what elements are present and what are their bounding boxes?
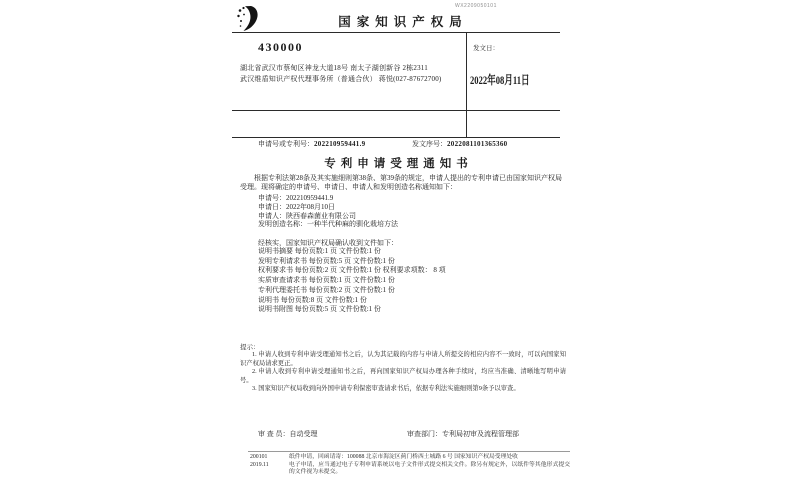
received-item: 发明专利请求书 每份页数:5 页 文件份数:1 份 (258, 256, 395, 265)
application-fields (258, 194, 398, 229)
received-item: 专利代理委托书 每份页数:2 页 文件份数:1 份 (258, 285, 395, 294)
recipient-agent: 武汉维盾知识产权代理事务所（普通合伙） 蒋悦(027-87672700) (240, 75, 442, 83)
received-item: 说明书摘要 每份页数:1 页 文件份数:1 份 (258, 247, 381, 255)
field-label: 申请人： (258, 211, 286, 220)
note-item: 2. 申请人收到专利申请受理通知书之后，再向国家知识产权局办理各种手续时，均应当准确、清晰地写明申请号。 (240, 368, 566, 384)
received-item: 实质审查请求书 每份页数:1 页 文件份数:1 份 (258, 276, 395, 285)
field-invention-title (258, 220, 398, 229)
field-application-number (258, 194, 398, 203)
document-title: 专利申请受理通知书 (324, 158, 473, 170)
address-block-divider-line (232, 110, 560, 111)
document-serial-code: WX2209050101 (455, 3, 497, 9)
intro-paragraph: 根据专利法第28条及其实施细则第38条、第39条的规定，申请人提出的专利申请已由国家知识产权局受理。现将确定的申请号、申请日、申请人和发明创造名称通知如下： (240, 174, 562, 191)
notes-list (240, 351, 566, 394)
received-item: 说明书 每份页数:8 页 文件份数:1 份 (258, 295, 367, 304)
application-number-label: 申请号或专利号： (258, 140, 314, 148)
examiner-value: 自动受理 (289, 430, 318, 438)
received-item: 权利要求书 每份页数:2 页 文件份数:1 份 权利要求项数： 8 项 (258, 266, 446, 275)
review-department-value: 专利局初审及流程管理部 (442, 430, 519, 438)
examiner-label: 审 查 员： (258, 430, 290, 438)
issue-date-label: 发文日： (473, 45, 499, 52)
field-label: 申请日： (258, 202, 286, 211)
agency-title: 国家知识产权局 (338, 15, 468, 29)
reference-row-divider-line (232, 137, 560, 138)
dispatch-serial-value: 2022081101365360 (447, 140, 508, 148)
field-value: 202210959441.9 (286, 194, 334, 202)
notes-heading: 提示： (240, 344, 260, 351)
footer-instructions (250, 454, 570, 476)
footer-divider-line (248, 451, 570, 452)
recipient-address: 湖北省武汉市蔡甸区神龙大道18号 南太子湖创新谷 2栋2311 (240, 64, 428, 72)
field-value: 一种半代种麻的驯化栽培方法 (307, 220, 398, 229)
examiner-cell (258, 429, 318, 439)
note-item: 3. 国家知识产权局收到向外国申请专利保密审查请求书后，依据专利法实施细则第9条予以审查。 (252, 385, 520, 393)
application-number-value: 202210959441.9 (314, 140, 366, 148)
field-label: 申请号： (258, 194, 286, 202)
footer-form-revision: 2019.11 (250, 462, 269, 468)
field-application-date (258, 203, 398, 212)
dispatch-serial-cell (412, 139, 507, 149)
field-label: 发明创造名称： (258, 220, 307, 229)
field-value: 陕西春森菌业有限公司 (286, 211, 356, 220)
dispatch-serial-label: 发文序号： (412, 140, 447, 148)
header-divider-line (232, 32, 560, 33)
footer-paper-filing-note: 纸件申请，回函请寄：100088 北京市海淀区蓟门桥西土城路 6 号 国家知识产权局受理处收 (289, 454, 518, 460)
received-item: 说明书附图 每份页数:5 页 文件份数:1 份 (258, 305, 381, 314)
issue-date-box-divider (466, 32, 467, 137)
footer-form-code: 200101 (250, 454, 268, 460)
footer-efiling-note: 电子申请，应当通过电子专利申请系统以电子文件形式提交相关文件。除另有规定外，以纸件等其他形式提交的文件视为未提交。 (289, 462, 570, 475)
field-value: 2022年08月10日 (286, 202, 335, 211)
note-item: 1. 申请人收到专利申请受理通知书之后，认为其记载的内容与申请人所提交的相应内容不一致时，可以向国家知识产权局请求更正。 (240, 351, 566, 367)
received-documents-heading: 经核实，国家知识产权局确认收到文件如下： (258, 239, 398, 247)
issue-date-value: 2022年08月11日 (470, 74, 530, 88)
review-department-label: 审查部门： (407, 430, 442, 438)
received-documents-list (258, 247, 446, 315)
recipient-postcode: 430000 (258, 40, 303, 54)
application-number-cell (258, 139, 365, 149)
cnipa-logo-icon (236, 5, 266, 32)
review-department-cell (407, 429, 519, 439)
